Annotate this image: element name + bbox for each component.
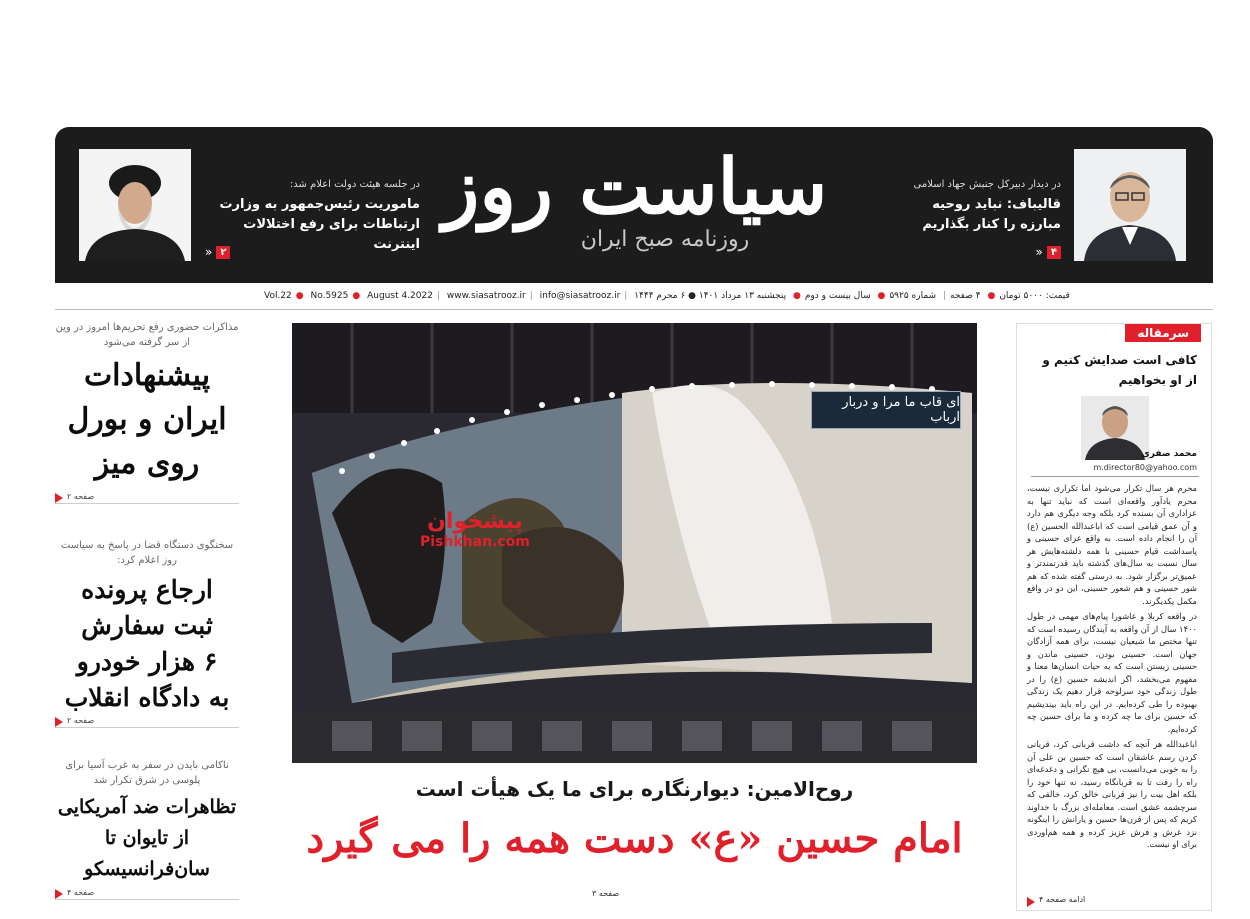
lead-headline-box bbox=[292, 763, 977, 909]
story-sanctions[interactable] bbox=[55, 320, 239, 486]
editorial-title: کافی است صدایش کنیم و از او بخواهیم bbox=[1042, 353, 1197, 387]
website[interactable]: www.siasatrooz.ir bbox=[446, 291, 526, 301]
editorial-author: محمد صفری bbox=[1141, 449, 1197, 459]
page-ref[interactable]: صفحه ۴ bbox=[55, 888, 239, 900]
story-headline: قالیباف: نباید روحیه مبارزه را کنار بگذاریم bbox=[922, 197, 1061, 232]
divider bbox=[1031, 476, 1199, 477]
page-badge: ۲ bbox=[216, 246, 230, 259]
editorial-body bbox=[1027, 482, 1197, 854]
page-ref[interactable]: صفحه ۳ bbox=[592, 889, 620, 898]
author-photo bbox=[1081, 396, 1149, 460]
paragraph: محرم هر سال تکرار می‌شود اما تکراری نیست، محرم یادآور واقعه‌ای است که نباید تنها به عزاداری آن بسنده کرد بلکه وجه دیگری هم دارد و آن عمق قیامی است که اباعبدالله الحسین (ع) آن را انجام داده است. به واقع عزای حسینی و پاسداشت قیام حسینی با همه دلشته‌هایش هر سال نسبت به سال‌های گذشته باید قدرتمندتر و عمیق‌تر برگزار شود. به درستی گفته شده که هم شور حسینی و هم شعور حسینی، این دو در واقع مکمل یکدیگرند. bbox=[1027, 483, 1197, 606]
editorial-email[interactable]: m.director80@yahoo.com bbox=[1093, 463, 1197, 472]
story-kicker: سخنگوی دستگاه قضا در پاسخ به سیاست روز اعلام کرد: bbox=[60, 540, 234, 566]
page-ref[interactable]: صفحه ۲ bbox=[55, 716, 239, 728]
lead-sub-headline: روح‌الامین: دیوارنگاره برای ما یک هیأت است bbox=[415, 777, 854, 801]
page-count: ۴ صفحه bbox=[950, 291, 981, 301]
story-kicker: ناکامی بایدن در سفر به غرب آسیا برای پلوسی در شرق تکرار شد bbox=[65, 760, 229, 786]
volume: Vol.22 bbox=[264, 291, 292, 301]
masthead-right-story[interactable] bbox=[901, 179, 1061, 235]
page-badge: ۴ bbox=[1047, 246, 1061, 259]
divider bbox=[55, 309, 1213, 310]
story-taiwan[interactable] bbox=[55, 758, 239, 885]
issue-number-fa: شماره ۵۹۲۵ bbox=[889, 291, 937, 301]
editorial-column[interactable] bbox=[1016, 323, 1212, 911]
story-headline: پیشنهادات ایران و بورل روی میز bbox=[67, 358, 227, 481]
story-kicker: در جلسه هیئت دولت اعلام شد: bbox=[289, 179, 420, 190]
newspaper-logo[interactable] bbox=[440, 135, 830, 283]
lead-main-headline: امام حسین «ع» دست همه را می گیرد bbox=[306, 815, 963, 862]
issue-number-en: No.5925 bbox=[310, 291, 349, 301]
mural-photo bbox=[292, 323, 977, 763]
logo-sub-text: روزنامه صبح ایران bbox=[580, 227, 750, 252]
date-fa: پنجشنبه ۱۳ مرداد ۱۴۰۱ ● ۶ محرم ۱۴۴۴ bbox=[634, 291, 787, 301]
masthead-right-page-pointer[interactable] bbox=[1036, 245, 1061, 259]
lead-story[interactable] bbox=[292, 323, 977, 909]
paragraph: در واقعه کربلا و عاشورا پیام‌های مهمی در طول ۱۴۰۰ سال از آن واقعه به آیندگان رسیده است که تنها مختص ما شیعیان نیست، برای همه آزادگان جهان است. حسینی بودن، حسینی ماندن و حسینی زیستن است که به حیات انسان‌ها معنا و مفهوم می‌بخشد، اگر اندیشه حسین (ع) را در طول زندگی خود سرلوحه قرار دهیم یک زندگی بهبوده را طی کرده‌ایم. در این راه باید بیندیشیم که حسین برای ما چه کرده و ما برای حسین چه کرده‌ایم. bbox=[1027, 611, 1197, 734]
editorial-label: سرمقاله bbox=[1125, 324, 1201, 342]
left-news-column bbox=[55, 318, 239, 918]
story-kicker: در دیدار دبیرکل جنبش جهاد اسلامی bbox=[913, 179, 1061, 190]
story-headline: ارجاع پرونده ثبت سفارش ۶ هزار خودرو به دادگاه انقلاب bbox=[64, 575, 230, 712]
story-kicker: مذاکرات حضوری رفع تحریم‌ها امروز در وین از سر گرفته می‌شود bbox=[55, 322, 239, 348]
story-car-file[interactable] bbox=[55, 538, 239, 716]
logo-main-text: سیاست روز bbox=[442, 142, 828, 231]
double-chevron-icon: « bbox=[205, 245, 213, 259]
double-chevron-icon: « bbox=[1035, 245, 1043, 259]
masthead-left-page-pointer[interactable] bbox=[205, 245, 230, 259]
raisi-photo bbox=[79, 149, 191, 261]
date-en: August 4.2022 bbox=[367, 291, 433, 301]
year: سال بیست و دوم bbox=[804, 291, 871, 301]
issue-info-bar: Vol.22 ● No.5925 ● August 4.2022 | www.siasatrooz.ir | info@siasatrooz.ir | قیمت: ۵۰۰۰ تومان● ۴ صفحه| شماره ۵۹۲۵● سال بیست و دوم● پنجشنبه ۱۳ مرداد ۱۴۰۱ ● ۶ محرم ۱۴۴۴ bbox=[264, 291, 1070, 301]
price: قیمت: ۵۰۰۰ تومان bbox=[999, 291, 1070, 301]
page-ref[interactable]: صفحه ۲ bbox=[55, 492, 239, 504]
qalibaf-photo bbox=[1074, 149, 1186, 261]
pishkhan-watermark: پیشخوان Pishkhan.com bbox=[420, 509, 530, 550]
email[interactable]: info@siasatrooz.ir bbox=[539, 291, 621, 301]
mural-banner-text: ای قاب ما مرا و دربار ارباب bbox=[811, 391, 961, 429]
paragraph: اباعبدالله هر آنچه که داشت قربانی کرد، قربانی کردن رسم عاشقان است که حسین بن علی آن را به خوبی می‌دانست، بی هیچ نگرانی و دغدغه‌ای راه را رفت تا به قربانگاه رسید، نه تنها خود را بلکه اهل بیت را نیز قربانی خالق کرد، خالقی که سرچشمه عشق است. معامله‌ای بزرگ با خداوند کریم که پس از قرن‌ها حسین و یارانش را اینگونه نزد عرش و فرش عزیز کرده و همه هم‌اوردی برای او نیست. bbox=[1027, 739, 1197, 849]
masthead-left-story[interactable] bbox=[205, 179, 420, 255]
continue-page-ref[interactable]: ادامه صفحه ۴ bbox=[1027, 895, 1085, 904]
story-headline: تظاهرات ضد آمریکایی از تایوان تا سان‌فرانسیسکو bbox=[57, 796, 237, 880]
story-headline: ماموریت رئیس‌جمهور به وزارت ارتباطات برای رفع اختلالات اینترنت bbox=[219, 197, 420, 252]
masthead bbox=[55, 127, 1213, 283]
